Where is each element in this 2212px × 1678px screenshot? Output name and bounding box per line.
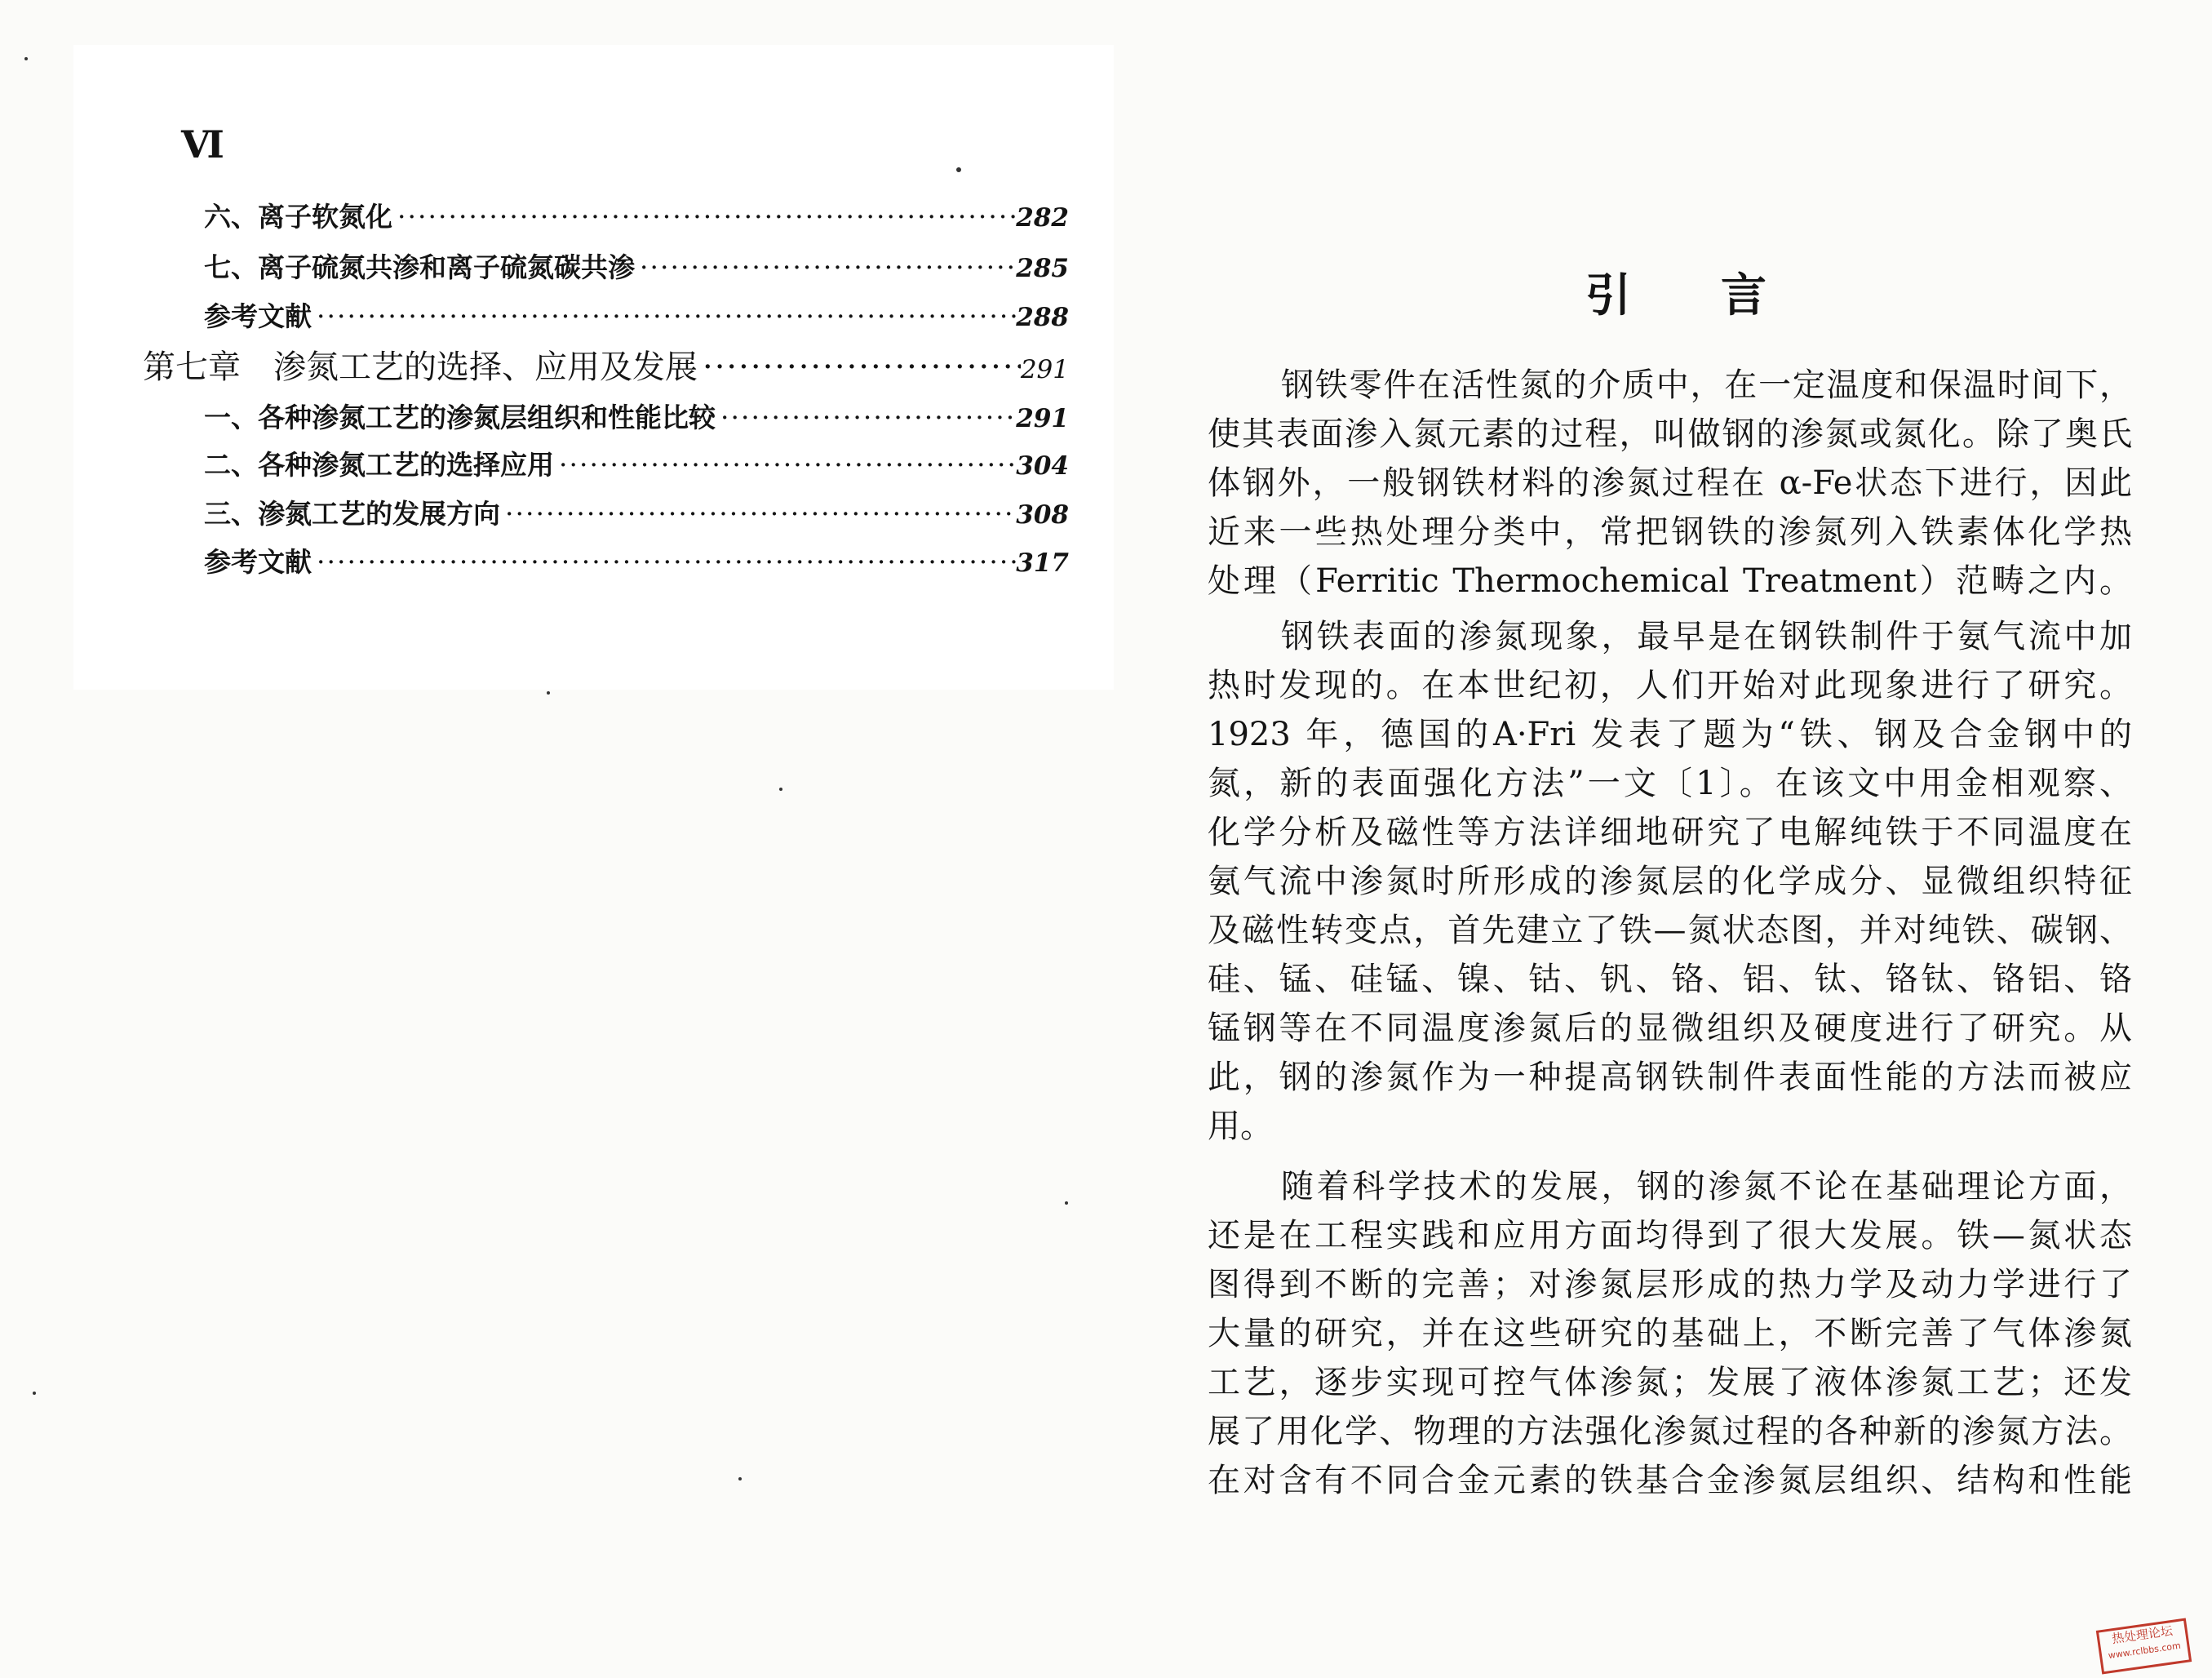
toc-chapter-entry: [143, 341, 1069, 388]
toc-entry: [204, 493, 1069, 531]
body-line: 展了用化学、物理的方法强化渗氮过程的各种新的渗氮方法。: [1208, 1413, 2132, 1450]
toc-leader-dots: [716, 402, 1016, 433]
body-line: 1923 年，德国的A·Fri 发表了题为“铁、钢及合金钢中的: [1208, 716, 2132, 753]
body-line: 使其表面渗入氮元素的过程，叫做钢的渗氮或氮化。除了奥氏: [1208, 415, 2132, 453]
body-line: 还是在工程实践和应用方面均得到了很大发展。铁—氮状态: [1208, 1217, 2132, 1254]
scan-speck: [1065, 1201, 1068, 1205]
toc-entry-page: 291: [1020, 355, 1069, 384]
scan-speck: [547, 691, 550, 695]
body-line: 近来一些热处理分类中，常把钢铁的渗氮列入铁素体化学热: [1208, 513, 2132, 551]
toc-entry-label: 一、各种渗氮工艺的渗氮层组织和性能比较: [204, 402, 716, 433]
toc-entry-page: 317: [1016, 548, 1069, 578]
toc-leader-dots: [312, 300, 1016, 332]
toc-entry-page: 282: [1016, 203, 1069, 233]
toc-entry: [204, 444, 1069, 482]
toc-leader-dots: [312, 546, 1016, 578]
toc-entry-page: 288: [1016, 303, 1069, 332]
body-line: 锰钢等在不同温度渗氮后的显微组织及硬度进行了研究。从: [1208, 1010, 2132, 1047]
toc-entry-label: 七、离子硫氮共渗和离子硫氮碳共渗: [204, 251, 635, 283]
body-line: 热时发现的。在本世纪初，人们开始对此现象进行了研究。: [1208, 667, 2132, 704]
body-line: 化学分析及磁性等方法详细地研究了电解纯铁于不同温度在: [1208, 814, 2132, 851]
toc-entry-label: 参考文献: [204, 300, 312, 332]
body-line: 用。: [1208, 1108, 1273, 1145]
scan-speck: [779, 788, 782, 791]
toc-leader-dots: [392, 201, 1016, 233]
toc-entry: [204, 246, 1069, 285]
scan-speck: [956, 167, 961, 172]
body-line: 此，钢的渗氮作为一种提高钢铁制件表面性能的方法而被应: [1208, 1059, 2132, 1096]
scan-speck: [24, 57, 28, 60]
body-line: 氨气流中渗氮时所形成的渗氮层的化学成分、显微组织特征: [1208, 863, 2132, 900]
body-line: 在对含有不同合金元素的铁基合金渗氮层组织、结构和性能: [1208, 1462, 2132, 1499]
toc-entry-page: 308: [1016, 500, 1069, 530]
body-line: 钢铁表面的渗氮现象，最早是在钢铁制件于氨气流中加: [1281, 618, 2132, 655]
body-line: 及磁性转变点，首先建立了铁—氮状态图，并对纯铁、碳钢、: [1208, 912, 2132, 949]
toc-entry: [204, 196, 1069, 234]
body-line: 图得到不断的完善；对渗氮层形成的热力学及动力学进行了: [1208, 1266, 2132, 1303]
chapter-title: 引言: [1585, 269, 1856, 322]
toc-entry-page: 291: [1016, 404, 1069, 433]
body-line: 大量的研究，并在这些研究的基础上，不断完善了气体渗氮: [1208, 1315, 2132, 1352]
body-line: 工艺，逐步实现可控气体渗氮；发展了液体渗氮工艺；还发: [1208, 1364, 2132, 1401]
scan-speck: [33, 1392, 36, 1395]
toc-leader-dots: [635, 251, 1016, 283]
toc-leader-dots: [698, 348, 1021, 386]
toc-entry-label: 二、各种渗氮工艺的选择应用: [204, 449, 554, 481]
body-line: 处理（Ferritic Thermochemical Treatment）范畴之内。: [1208, 562, 2132, 600]
body-line: 氮，新的表面强化方法”一文〔1〕。在该文中用金相观察、: [1208, 765, 2132, 802]
watermark-line: 热处理论坛: [2111, 1623, 2174, 1647]
toc-entry: [204, 295, 1069, 334]
toc-entry-label: 六、离子软氮化: [204, 201, 392, 233]
toc-entry: [204, 397, 1069, 435]
toc-entry-label: 第七章 渗氮工艺的选择、应用及发展: [143, 348, 698, 386]
toc-entry-page: 285: [1016, 254, 1069, 283]
body-line: 钢铁零件在活性氮的介质中，在一定温度和保温时间下，: [1281, 366, 2132, 404]
scan-speck: [738, 1477, 742, 1480]
toc-entry: [204, 541, 1069, 579]
toc-entry-label: 三、渗氮工艺的发展方向: [204, 498, 500, 530]
toc-entry-label: 参考文献: [204, 546, 312, 578]
toc-leader-dots: [500, 498, 1016, 530]
toc-entry-page: 304: [1016, 451, 1069, 481]
toc-leader-dots: [554, 449, 1016, 481]
body-line: 随着科学技术的发展，钢的渗氮不论在基础理论方面，: [1281, 1168, 2132, 1205]
page-number: Ⅵ: [181, 122, 224, 166]
body-line: 硅、锰、硅锰、镍、钴、钒、铬、铝、钛、铬钛、铬铝、铬: [1208, 961, 2132, 998]
body-line: 体钢外，一般钢铁材料的渗氮过程在 α-Fe状态下进行，因此: [1208, 464, 2132, 502]
watermark-line: www.rclbbs.com: [2108, 1640, 2182, 1662]
